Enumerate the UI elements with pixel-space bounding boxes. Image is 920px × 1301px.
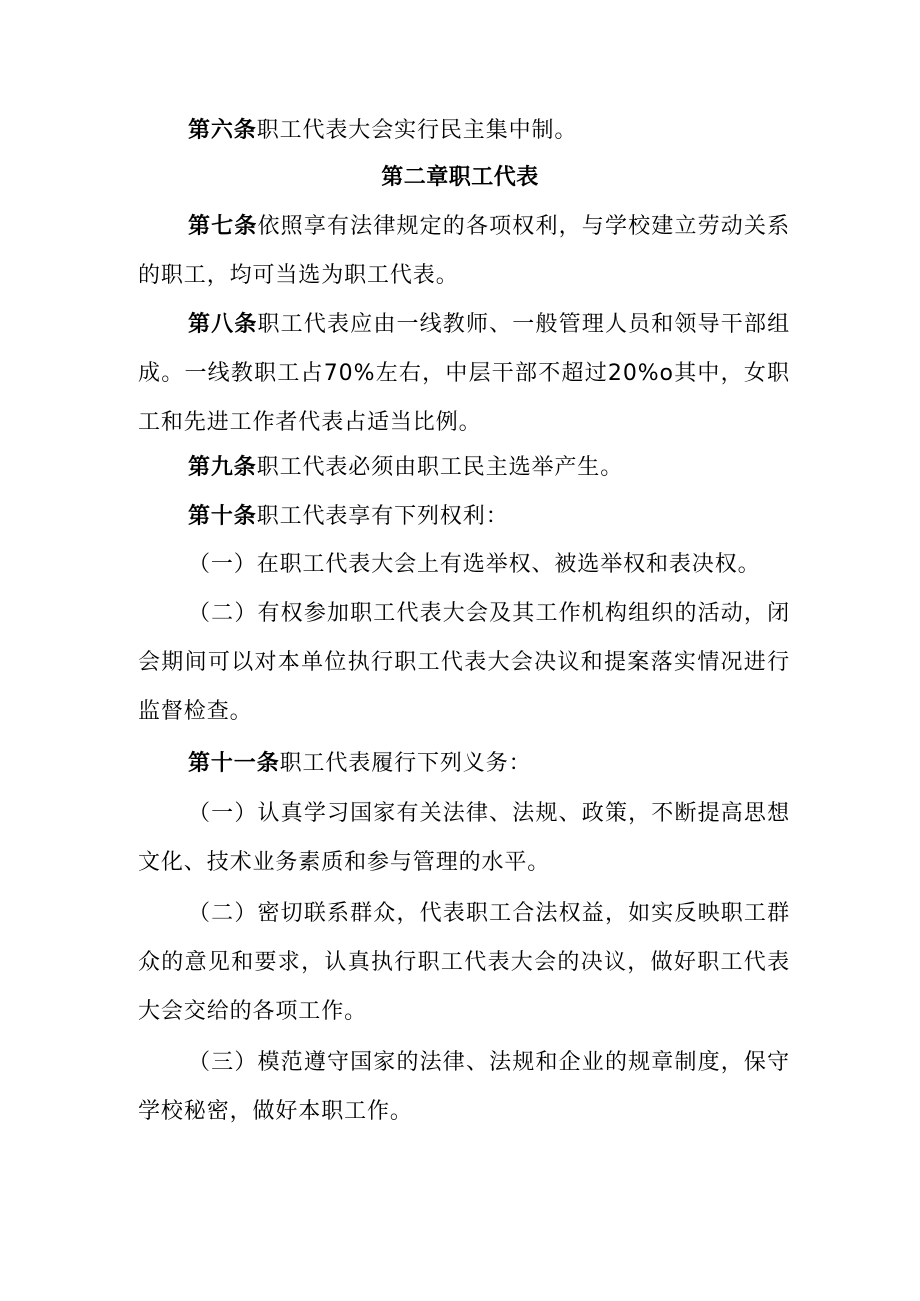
- article-6-text: 职工代表大会实行民主集中制。: [256, 118, 578, 143]
- article-11: [138, 739, 790, 788]
- article-10: [138, 492, 790, 541]
- article-8-label: 第八条: [188, 312, 258, 337]
- article-11-item-3: （三）模范遵守国家的法律、法规和企业的规章制度，保守学校秘密，做好本职工作。: [138, 1050, 790, 1124]
- article-10-item-2: （二）有权参加职工代表大会及其工作机构组织的活动，闭会期间可以对本单位执行职工代表大会决议和提案落实情况进行监督检查。: [138, 601, 790, 724]
- chapter-2-title: 第二章职工代表: [381, 165, 539, 190]
- article-6: [138, 106, 790, 155]
- article-7-label: 第七条: [188, 214, 258, 239]
- article-11-label: 第十一条: [188, 751, 280, 776]
- article-8: [138, 300, 790, 447]
- article-8-text: 职工代表应由一线教师、一般管理人员和领导干部组成。一线教职工占70%左右，中层干部不超过20%o其中，女职工和先进工作者代表占适当比例。: [138, 312, 791, 435]
- article-11-text: 职工代表履行下列义务：: [279, 751, 532, 776]
- article-10-label: 第十条: [188, 504, 257, 529]
- article-6-label: 第六条: [188, 118, 257, 143]
- article-9-text: 职工代表必须由职工民主选举产生。: [256, 455, 624, 480]
- article-10-text: 职工代表享有下列权利：: [256, 504, 509, 529]
- article-11-item-2: （二）密切联系群众，代表职工合法权益，如实反映职工群众的意见和要求，认真执行职工代表大会的决议，做好职工代表大会交给的各项工作。: [138, 901, 790, 1024]
- article-10-item-1: （一）在职工代表大会上有选举权、被选举权和表决权。: [188, 552, 761, 577]
- article-9-label: 第九条: [188, 455, 257, 480]
- article-11-item-1: （一）认真学习国家有关法律、法规、政策，不断提高思想文化、技术业务素质和参与管理的水平。: [138, 801, 790, 875]
- article-7: [138, 202, 790, 300]
- article-9: [138, 443, 790, 492]
- article-7-text: 依照享有法律规定的各项权利，与学校建立劳动关系的职工，均可当选为职工代表。: [138, 214, 791, 288]
